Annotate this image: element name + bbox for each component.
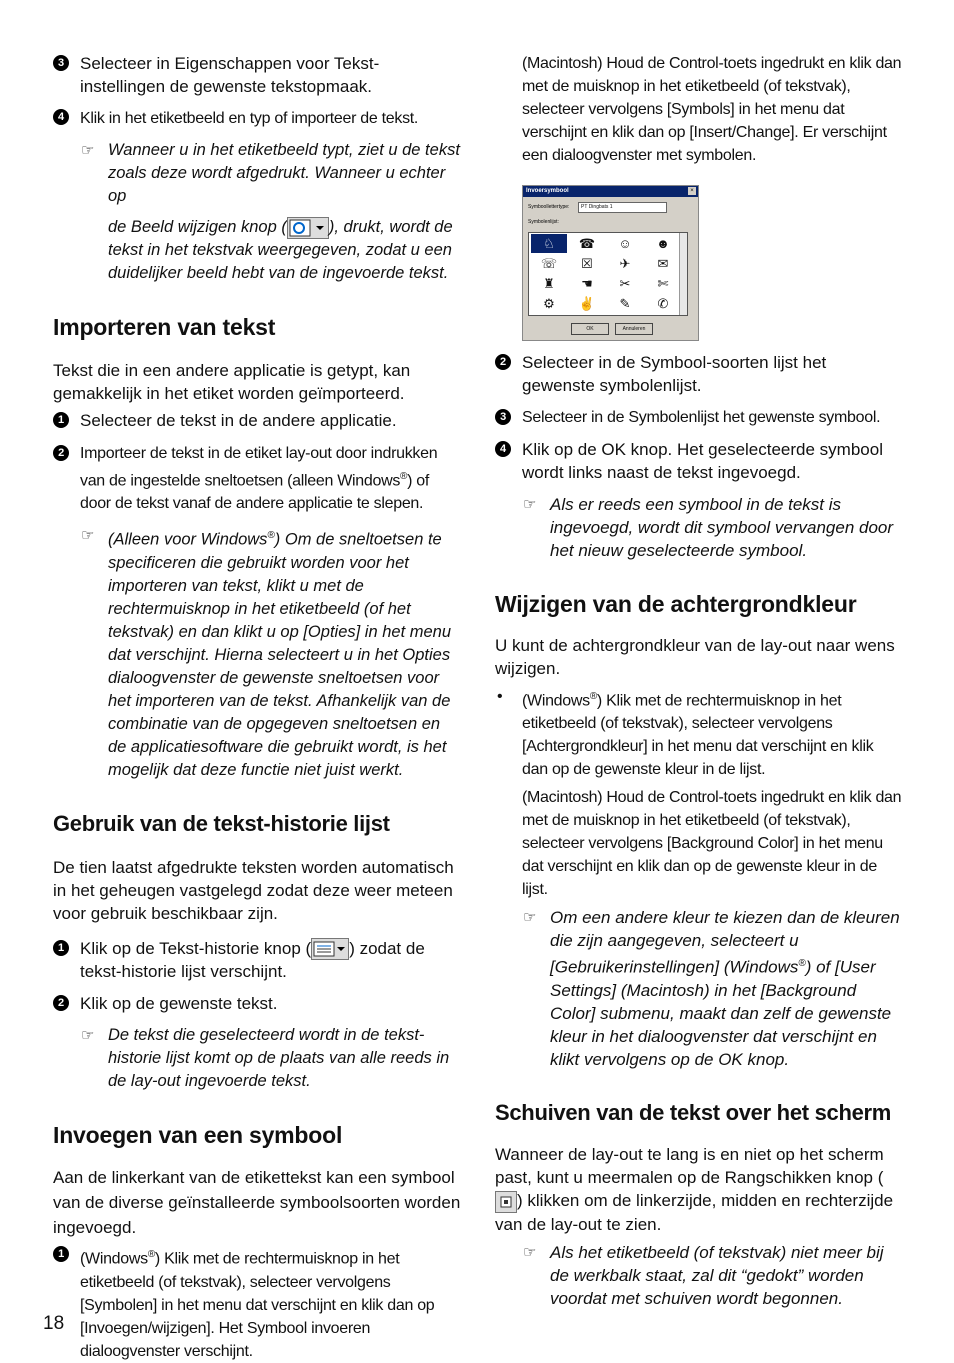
view-change-button-icon [287, 217, 329, 239]
hand-pointer-icon: ☞ [81, 142, 95, 159]
heading-background: Wijzigen van de achtergrondkleur [495, 591, 857, 617]
symbol-cell: ✄ [657, 276, 669, 291]
symbol-cell: ☻ [656, 236, 670, 251]
symbol-grid [528, 232, 688, 316]
text-history-button-icon [311, 938, 349, 960]
symbol-mac: (Macintosh) Houd de Control-toets ingedrukt en klik dan met de muisknop in het etiketbeeld (of tekstvak), selecteer vervolgens [Symbols] in het menu dat verschijnt en klik dan op [Insert/Change]. Er verschijnt een dialoogvenster met symbolen. [522, 55, 902, 164]
symbol-cell: ♘ [531, 234, 567, 253]
close-icon: × [688, 187, 696, 195]
heading-symbol: Invoegen van een symbool [53, 1122, 343, 1149]
note-view-cont: de Beeld wijzigen knop ( ), drukt, wordt de tekst in het tekstvak weergegeven, zodat u een duidelijker beeld hebt van de ingevoerde tekst. [108, 218, 453, 282]
symbol-step-3: 3 Selecteer in de Symbolenlijst het gewenste symbool. [495, 406, 902, 429]
symbol-cell: ✎ [619, 296, 631, 311]
symbol-cell: ♜ [543, 276, 555, 291]
ok-button: OK [571, 323, 609, 335]
right-column [495, 52, 902, 1310]
history-step-1: 1 Klik op de Tekst-historie knop ( ) zodat de tekst-historie lijst verschijnt. [53, 937, 463, 984]
symbol-step-1: 1 (Windows®) Klik met de rechtermuisknop in het etiketbeeld (of tekstvak), selecteer vervolgens [Symbolen] in het menu dat verschijnt en klik dan op [Invoegen/wijzigen]. Het Symbool invoeren dialoogvenster verschijnt. [53, 1243, 463, 1362]
symbol-cell: ⚙ [543, 296, 555, 311]
heading-scroll: Schuiven van de tekst over het scherm [495, 1099, 892, 1125]
history-note: ☞ De tekst die geselecteerd wordt in de tekst-historie lijst komt op de plaats van alle reeds in de lay-out ingevoerde tekst. [81, 1026, 450, 1091]
hand-pointer-icon: ☞ [81, 1027, 95, 1045]
dialog-title: Invoersymbool [523, 186, 698, 197]
hand-pointer-icon: ☞ [523, 909, 537, 927]
history-step-2: 2 Klik op de gewenste tekst. [53, 992, 463, 1015]
symbol-cell: ✌ [578, 296, 596, 311]
dialog-label-sort: Symboollettertype: [528, 204, 570, 210]
page-number: 18 [43, 1313, 65, 1334]
symbol-step-2: 2 Selecteer in de Symbool-soorten lijst het gewenste symbolenlijst. [495, 351, 902, 397]
cancel-button: Annuleren [615, 323, 653, 335]
import-intro: Tekst die in een andere applicatie is getypt, kan gemakkelijk in het etiket worden geïmporteerd. [53, 361, 411, 403]
symbol-cell: ☒ [581, 256, 593, 271]
symbol-step-4: 4 Klik op de OK knop. Het geselecteerde symbool wordt links naast de tekst ingevoegd. [495, 438, 902, 484]
symbol-cell: ✂ [619, 276, 631, 291]
history-intro: De tien laatst afgedrukte teksten worden automatisch in het geheugen vastgelegd zodat deze weer meteen voor gebruik beschikbaar zijn. [53, 857, 454, 923]
symbol-cell: ☚ [581, 276, 593, 291]
dialog-label-list: Symbolenlijst: [528, 219, 559, 225]
scroll-intro: Wanneer de lay-out te lang is en niet op het scherm past, kunt u meermalen op de Rangschikken knop () klikken om de linkerzijde, midden en rechterzijde van de lay-out te zien. [495, 1144, 894, 1234]
arrange-button-icon [495, 1191, 517, 1213]
import-step-2: 2 Importeer de tekst in de etiket lay-out door indrukken van de ingestelde sneltoetsen (alleen Windows®) of door de tekst vanaf de andere applicatie te slepen. [53, 442, 463, 515]
symbol-cell: ✈ [619, 256, 631, 271]
bg-note: ☞ Om een andere kleur te kiezen dan de kleuren die zijn aangegeven, selecteert u [Gebruikerinstellingen] (Windows®) of [User Settings] (Macintosh) in het [Background Color] submenu, maakt dan zelf de gewenste kleur in het dialoogvenster dat verschijnt en klikt vervolgens op de OK knop. [523, 908, 900, 1069]
hand-pointer-icon: ☞ [523, 1243, 537, 1261]
bg-intro: U kunt de achtergrondkleur van de lay-out naar wens wijzigen. [495, 636, 895, 678]
symbol-cell: ☏ [540, 256, 558, 271]
import-step-1: 1 Selecteer de tekst in de andere applicatie. [53, 409, 463, 432]
import-note: ☞ (Alleen voor Windows®) Om de sneltoetsen te specificeren die gebruikt worden voor het importeren van tekst, klikt u met de rechtermuisknop in het etiketbeeld (of het tekstvak) en dan klikt u op [Opties] in het menu dat verschijnt. Hierna selecteert u in het Opties dialoogvenster de gewenste sneltoetsen voor het importeren van de tekst. Afhankelijk van de combinatie van de opgegeven sneltoetsen en de applicatiesoftware die gebruikt wordt, is het mogelijk dat deze functie niet juist werkt. [53, 524, 463, 782]
heading-history: Gebruik van de tekst-historie lijst [53, 810, 390, 836]
hand-pointer-icon: ☞ [81, 527, 95, 545]
note-view: ☞ Wanneer u in het etiketbeeld typt, ziet u de tekst zoals deze wordt afgedrukt. Wanneer u echter op [81, 141, 460, 205]
symbol-cell: ✉ [657, 256, 669, 271]
symbol-dialog-screenshot [522, 185, 699, 341]
symbol-cell: ☎ [578, 236, 596, 251]
hand-pointer-icon: ☞ [523, 496, 537, 513]
symbol-cell: ☺ [618, 236, 632, 251]
symbol-intro: Aan de linkerkant van de etikettekst kan een symbool van de diverse geïnstalleerde symboolsoorten worden ingevoegd. [53, 1168, 461, 1238]
bg-windows: • (Windows®) Klik met de rechtermuisknop in het etiketbeeld (of tekstvak), selecteer vervolgens [Achtergrondkleur] in het menu dat verschijnt en klik dan op de gewenste kleur in de lijst. [497, 688, 874, 779]
step-3: 3 Selecteer in Eigenschappen voor Tekst-instellingen de gewenste tekstopmaak. [53, 52, 463, 98]
bg-mac: (Macintosh) Houd de Control-toets ingedrukt en klik dan met de muisknop in het etiketbeeld (of tekstvak), selecteer vervolgens [Background Color] in het menu dat verschijnt en klik dan op de gewenste kleur in de lijst. [522, 789, 902, 899]
symbol-note: ☞ Als er reeds een symbool in de tekst is ingevoegd, wordt dit symbool vervangen door het nieuw geselecteerde symbool. [523, 495, 894, 560]
scroll-note: ☞ Als het etiketbeeld (of tekstvak) niet meer bij de werkbalk staat, zal dit “gedokt” worden voordat met schuiven wordt begonnen. [523, 1242, 884, 1308]
left-column [53, 52, 463, 1363]
symbol-font-select: PT Dingbats 1 [578, 202, 667, 213]
step-4: 4 Klik in het etiketbeeld en typ of importeer de tekst. [53, 106, 463, 130]
symbol-cell: ✆ [657, 296, 669, 311]
heading-import: Importeren van tekst [53, 314, 276, 340]
